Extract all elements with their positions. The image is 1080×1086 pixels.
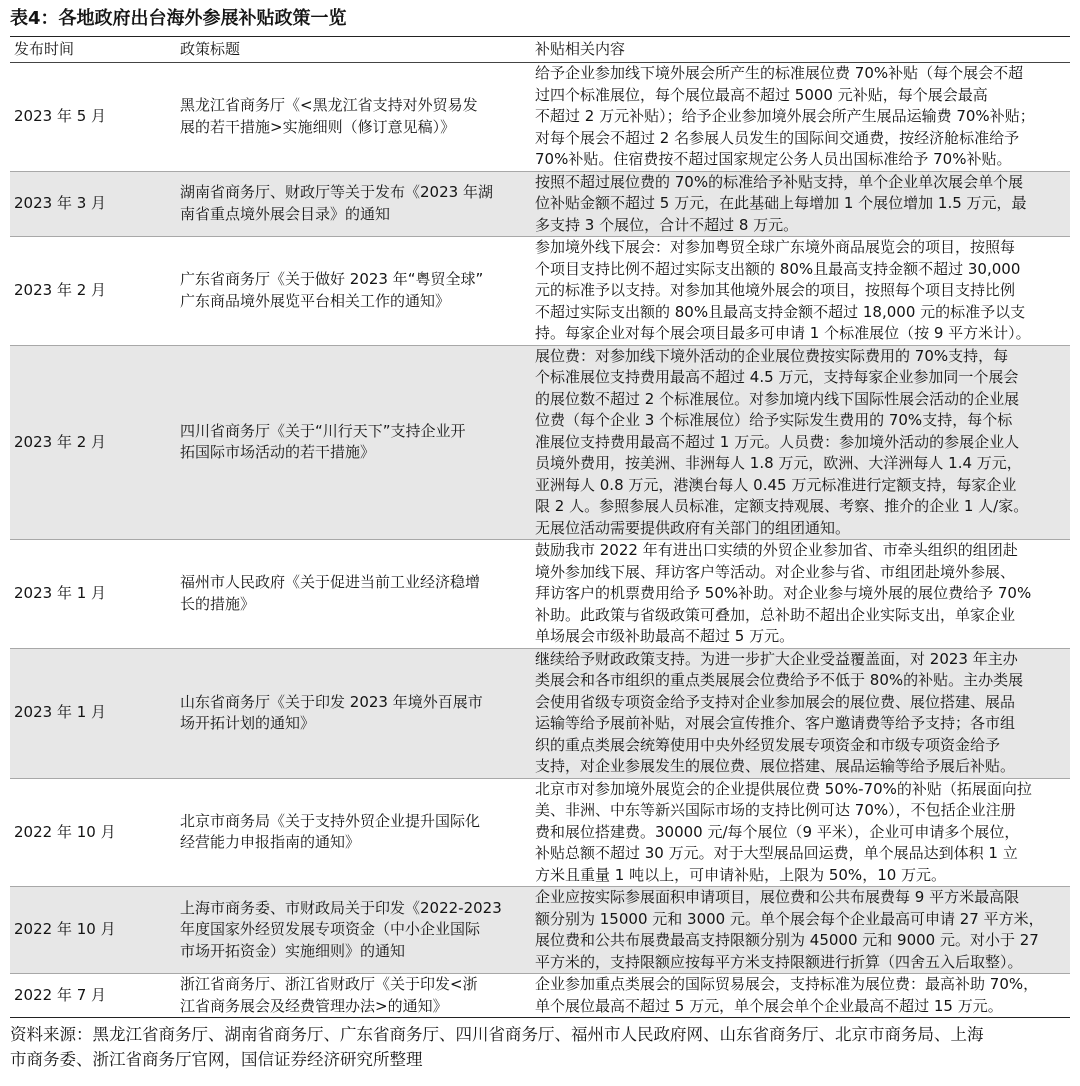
subsidy-content-line: 个标准展位支持费用最高不超过 4.5 万元，支持每家企业参加同一个展会 (535, 368, 1019, 386)
subsidy-content-line: 70%补贴。住宿费按不超过国家规定公务人员出国标准给予 70%补贴。 (535, 150, 1012, 168)
policy-title-line: 浙江省商务厅、浙江省财政厅《关于印发<浙 (180, 975, 478, 993)
policy-title-line: 上海市商务委、市财政局关于印发《2022-2023 (180, 898, 502, 917)
cell-policy-title (176, 648, 531, 778)
cell-subsidy-content (531, 974, 1070, 1018)
policy-title-line: 长的措施》 (180, 594, 256, 613)
cell-release-date (10, 887, 176, 974)
subsidy-content-line: 按照不超过展位费的 70%的标准给予补贴支持，单个企业单次展会单个展 (535, 172, 1024, 191)
subsidy-content-line: 企业参加重点类展会的国际贸易展会，支持标准为展位费：最高补助 70%， (535, 975, 1039, 993)
header-date: 发布时间 (10, 37, 176, 63)
subsidy-content-line: 拜访客户的机票费用给予 50%补助。对企业参与境外展的展位费给予 70% (535, 584, 1032, 602)
policy-title-line: 黑龙江省商务厅《<黑龙江省支持对外贸易发 (180, 96, 478, 115)
subsidy-content-line: 无展位活动需要提供政府有关部门的组团通知。 (535, 518, 851, 537)
subsidy-content-line: 补助。此政策与省级政策可叠加，总补助不超出企业实际支出，单家企业 (535, 605, 1016, 624)
subsidy-content-line: 过四个标准展位，每个展位最高不超过 5000 元补贴，每个展会最高 (535, 85, 988, 104)
cell-policy-title (176, 63, 531, 172)
cell-release-date (10, 237, 176, 346)
policy-title-line: 展的若干措施>实施细则（修订意见稿）》 (180, 117, 456, 136)
table-row (10, 648, 1070, 778)
subsidy-content-line: 北京市对参加境外展览会的企业提供展位费 50%-70%的补贴（拓展面向拉 (535, 779, 1032, 798)
release-date: 2022 年 10 月 (14, 822, 116, 841)
subsidy-content-line: 限 2 人。参照参展人员标准，定额支持观展、考察、推介的企业 1 人/家。 (535, 497, 1029, 515)
policy-title-line: 南省重点境外展会目录》的通知 (180, 204, 391, 223)
policy-title-line: 北京市商务局《关于支持外贸企业提升国际化 (180, 811, 481, 830)
cell-subsidy-content (531, 887, 1070, 974)
subsidy-content-line: 位费（每个企业 3 个标准展位）给予实际发生费用的 70%支持，每个标 (535, 411, 1013, 429)
subsidy-content-line: 织的重点类展会统筹使用中央外经贸发展专项资金和市级专项资金给予 (535, 735, 1001, 754)
subsidy-content-line: 美、非洲、中东等新兴国际市场的支持比例可达 70%），不包括企业注册 (535, 801, 1016, 819)
subsidy-content-line: 不超过实际支出额的 80%且最高支持金额不超过 18,000 元的标准予以支 (535, 302, 1026, 321)
release-date: 2023 年 3 月 (14, 194, 107, 212)
cell-release-date (10, 974, 176, 1018)
cell-policy-title (176, 778, 531, 887)
subsidy-content-line: 企业应按实际参展面积申请项目，展位费和公共布展费每 9 平方米最高限 (535, 888, 1020, 906)
table-row (10, 237, 1070, 346)
table-row (10, 171, 1070, 237)
release-date: 2022 年 10 月 (14, 920, 116, 939)
subsidy-content-line: 对每个展会不超过 2 名参展人员发生的国际间交通费，按经济舱标准给予 (535, 128, 1020, 147)
cell-release-date (10, 63, 176, 172)
cell-subsidy-content (531, 171, 1070, 237)
subsidy-content-line: 亚洲每人 0.8 万元，港澳台每人 0.45 万元标准进行定额支持，每家企业 (535, 475, 1017, 494)
policy-title-line: 场开拓计划的通知》 (180, 714, 316, 732)
table-row (10, 345, 1070, 540)
cell-subsidy-content (531, 237, 1070, 346)
table-row (10, 974, 1070, 1018)
cell-policy-title (176, 171, 531, 237)
policy-title-line: 山东省商务厅《关于印发 2023 年境外百展市 (180, 692, 483, 711)
cell-policy-title (176, 345, 531, 540)
subsidy-content-line: 准展位支持费用最高不超过 1 万元。人员费：参加境外活动的参展企业人 (535, 432, 1020, 451)
subsidy-content-line: 额分别为 15000 元和 3000 元。单个展会每个企业最高可申请 27 平方米， (535, 909, 1044, 928)
subsidy-content-line: 补贴总额不超过 30 万元。对于大型展品回运费，单个展品达到体积 1 立 (535, 844, 1018, 862)
cell-subsidy-content (531, 648, 1070, 778)
header-policy-title: 政策标题 (176, 37, 531, 63)
subsidy-content-line: 运输等给予展前补贴，对展会宣传推介、客户邀请费等给予支持；各市组 (535, 714, 1016, 732)
cell-release-date (10, 778, 176, 887)
header-row (10, 37, 1070, 63)
subsidy-content-line: 参加境外线下展会：对参加粤贸全球广东境外商品展览会的项目，按照每 (535, 238, 1016, 256)
cell-subsidy-content (531, 540, 1070, 649)
subsidy-content-line: 的展位数不超过 2 个标准展位。对参加境内线下国际性展会活动的企业展 (535, 389, 1020, 408)
subsidy-content-line: 会使用省级专项资金给予支持对企业参加展会的展位费、展位搭建、展品 (535, 692, 1016, 711)
policy-table (10, 36, 1070, 1018)
policy-title-line: 市场开拓资金）实施细则》的通知 (180, 941, 406, 960)
cell-release-date (10, 540, 176, 649)
subsidy-content-line: 继续给予财政政策支持。为进一步扩大企业受益覆盖面，对 2023 年主办 (535, 649, 1018, 668)
policy-title-line: 江省商务展会及经费管理办法>的通知》 (180, 996, 448, 1015)
release-date: 2023 年 1 月 (14, 703, 107, 722)
subsidy-content-line: 单场展会市级补助最高不超过 5 万元。 (535, 627, 795, 645)
table-row (10, 540, 1070, 649)
subsidy-content-line: 元的标准予以支持。对参加其他境外展会的项目，按照每个项目支持比例 (535, 281, 1016, 299)
subsidy-content-line: 给予企业参加线下境外展会所产生的标准展位费 70%补贴（每个展会不超 (535, 64, 1024, 82)
table-row (10, 887, 1070, 974)
release-date: 2023 年 1 月 (14, 584, 107, 602)
subsidy-content-line: 不超过 2 万元补贴）；给予企业参加境外展会所产生展品运输费 70%补贴； (535, 107, 1035, 125)
subsidy-content-line: 方米且重量 1 吨以上，可申请补贴，上限为 50%，10 万元。 (535, 865, 947, 884)
source-line: 资料来源：黑龙江省商务厅、湖南省商务厅、广东省商务厅、四川省商务厅、福州市人民政府网、山东省商务厅、北京市商务局、上海 (10, 1025, 984, 1044)
table-row (10, 778, 1070, 887)
subsidy-content-line: 展位费：对参加线下境外活动的企业展位费按实际费用的 70%支持，每 (535, 346, 1009, 365)
release-date: 2022 年 7 月 (14, 985, 107, 1004)
release-date: 2023 年 5 月 (14, 107, 107, 125)
subsidy-content-line: 位补贴金额不超过 5 万元，在此基础上每增加 1 个展位增加 1.5 万元，最 (535, 194, 1027, 212)
subsidy-content-line: 鼓励我市 2022 年有进出口实绩的外贸企业参加省、市牵头组织的组团赴 (535, 541, 1018, 559)
source-note (10, 1022, 984, 1072)
subsidy-content-line: 类展会和各市组织的重点类展展会位费给予不低于 80%的补贴。主办类展 (535, 671, 1024, 689)
table-body (10, 63, 1070, 1018)
cell-release-date (10, 648, 176, 778)
table-row (10, 63, 1070, 172)
subsidy-content-line: 平方米的，支持限额应按每平方米支持限额进行折算（四舍五入后取整）。 (535, 952, 1023, 971)
cell-release-date (10, 171, 176, 237)
header-content: 补贴相关内容 (531, 37, 1070, 63)
policy-title-line: 年度国家外经贸发展专项资金（中小企业国际 (180, 920, 481, 939)
table-header (10, 37, 1070, 63)
subsidy-content-line: 单个展位最高不超过 5 万元，单个展会单个企业最高不超过 15 万元。 (535, 996, 1003, 1015)
subsidy-content-line: 境外参加线下展、拜访客户等活动。对企业参与省、市组团赴境外参展、 (535, 562, 1016, 581)
subsidy-content-line: 展位费和公共布展费最高支持限额分别为 45000 元和 9000 元。对小于 27 (535, 931, 1039, 949)
subsidy-content-line: 持。每家企业对每个展会项目最多可申请 1 个标准展位（按 9 平方米计）。 (535, 324, 1031, 342)
release-date: 2023 年 2 月 (14, 281, 107, 299)
source-line: 市商务委、浙江省商务厅官网，国信证券经济研究所整理 (10, 1050, 423, 1069)
policy-title-line: 拓国际市场活动的若干措施》 (180, 443, 376, 462)
subsidy-content-line: 多支持 3 个展位，合计不超过 8 万元。 (535, 215, 799, 234)
cell-policy-title (176, 237, 531, 346)
subsidy-content-line: 支持，对企业参展发生的展位费、展位搭建、展品运输等给予展后补贴。 (535, 757, 1016, 775)
policy-title-line: 湖南省商务厅、财政厅等关于发布《2023 年湖 (180, 183, 493, 202)
subsidy-content-line: 费和展位搭建费。30000 元/每个展位（9 平米），企业可申请多个展位， (535, 822, 1020, 841)
cell-policy-title (176, 974, 531, 1018)
policy-title-line: 广东商品境外展览平台相关工作的通知》 (180, 291, 451, 310)
cell-release-date (10, 345, 176, 540)
policy-title-line: 福州市人民政府《关于促进当前工业经济稳增 (180, 573, 481, 592)
cell-subsidy-content (531, 63, 1070, 172)
cell-subsidy-content (531, 345, 1070, 540)
policy-title-line: 四川省商务厅《关于“川行天下”支持企业开 (180, 421, 466, 440)
cell-subsidy-content (531, 778, 1070, 887)
cell-policy-title (176, 540, 531, 649)
cell-policy-title (176, 887, 531, 974)
subsidy-content-line: 个项目支持比例不超过实际支出额的 80%且最高支持金额不超过 30,000 (535, 259, 1021, 278)
subsidy-content-line: 员境外费用，按美洲、非洲每人 1.8 万元，欧洲、大洋洲每人 1.4 万元， (535, 454, 1022, 472)
release-date: 2023 年 2 月 (14, 432, 107, 451)
policy-title-line: 经营能力申报指南的通知》 (180, 833, 361, 852)
policy-title-line: 广东省商务厅《关于做好 2023 年“粤贸全球” (180, 270, 484, 289)
table-title: 表4：各地政府出台海外参展补贴政策一览 (10, 8, 347, 29)
